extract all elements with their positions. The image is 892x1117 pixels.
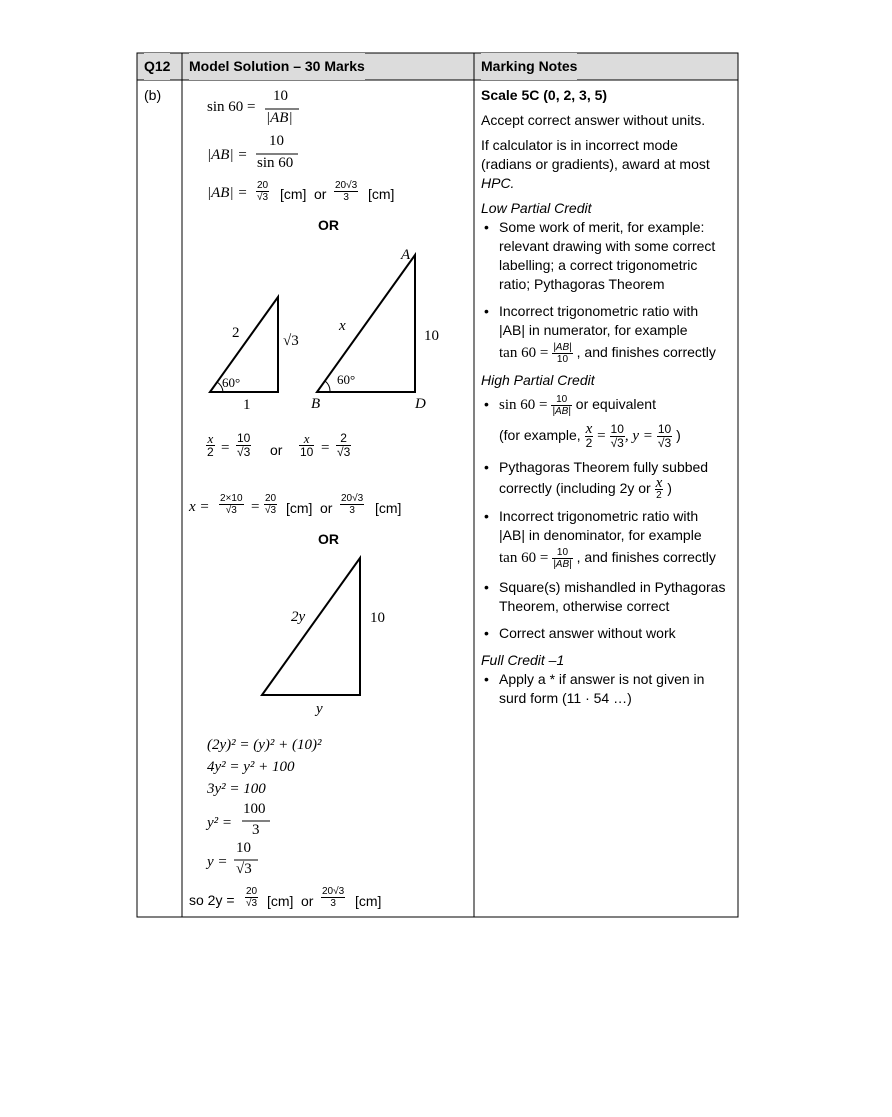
frac-den: √3 bbox=[657, 435, 672, 450]
final-frac2 bbox=[321, 886, 345, 909]
lpc-item-2-formula bbox=[499, 340, 733, 365]
frac-num: x bbox=[207, 431, 214, 446]
hpc-item-5 bbox=[481, 624, 733, 643]
hpc-item-1-example bbox=[481, 418, 733, 452]
triangle-diagram-2 bbox=[250, 550, 380, 705]
triangle-small bbox=[210, 297, 278, 392]
frac-num: 2×10 bbox=[220, 493, 243, 504]
note-calculator-3: HPC. bbox=[481, 175, 515, 191]
pyth-line-5-num: 10 bbox=[236, 840, 251, 856]
note-units: Accept correct answer without units. bbox=[481, 112, 706, 128]
final-frac1 bbox=[245, 886, 258, 909]
equals: = bbox=[597, 428, 606, 444]
tri3-hyp: 2y bbox=[291, 609, 306, 625]
note-calculator-2: (radians or gradients), award at most bbox=[481, 156, 710, 172]
formula-tail: or equivalent bbox=[575, 396, 656, 412]
formula-lead: correctly (including 2y or bbox=[499, 480, 651, 496]
or-text: or bbox=[314, 186, 327, 202]
frac-num: 2 bbox=[336, 432, 351, 446]
hpc-item-4-line: • Square(s) mishandled in Pythagoras bbox=[499, 579, 726, 595]
unit-cm: [cm] bbox=[375, 500, 402, 516]
tri2-vertex-a: A bbox=[401, 247, 411, 263]
tri2-angle: 60° bbox=[337, 372, 356, 387]
frac-den: √3 bbox=[265, 505, 277, 516]
frac-den: |AB| bbox=[552, 405, 571, 417]
final-lhs: so 2y = bbox=[189, 892, 235, 908]
ratio-frac bbox=[299, 432, 314, 459]
eq-ab-den: sin 60 bbox=[257, 155, 294, 171]
or-divider: OR bbox=[318, 531, 339, 547]
frac-den: 3 bbox=[343, 192, 349, 203]
tri2-hyp: x bbox=[339, 318, 346, 334]
lpc-item-1-line: labelling; a correct trigonometric bbox=[499, 257, 698, 273]
example-mid: , y = bbox=[624, 428, 653, 444]
lpc-item-1-line: relevant drawing with some correct bbox=[499, 238, 716, 254]
frac-num: x bbox=[585, 420, 593, 437]
note-calculator-1: If calculator is in incorrect mode bbox=[481, 137, 678, 153]
equals: = bbox=[251, 499, 260, 515]
frac-den: 3 bbox=[349, 505, 355, 516]
fc-item-1-line: • Apply a * if answer is not given in bbox=[499, 671, 705, 687]
formula-tail: , and finishes correctly bbox=[576, 549, 716, 565]
hpc-item-4-line: Theorem, otherwise correct bbox=[499, 598, 670, 614]
hpc-item-2-line: • Pythagoras Theorem fully subbed bbox=[499, 459, 709, 475]
frac-num: 20 bbox=[257, 180, 269, 191]
pyth-line-1: (2y)² = (y)² + (10)² bbox=[207, 737, 322, 753]
frac-den: 3 bbox=[330, 898, 336, 909]
lpc-item-1 bbox=[481, 218, 733, 294]
frac-den: 2 bbox=[656, 489, 662, 501]
or-text: or bbox=[301, 893, 314, 909]
frac-num: 20 bbox=[265, 493, 277, 504]
formula-tail: ) bbox=[667, 480, 672, 496]
tri1-opp: √3 bbox=[283, 333, 299, 349]
frac-num: 20 bbox=[246, 886, 258, 897]
frac-den: 10 bbox=[300, 445, 314, 459]
frac-den: |AB| bbox=[553, 558, 572, 570]
tri1-angle: 60° bbox=[222, 375, 241, 390]
tri3-adj: y bbox=[316, 701, 323, 717]
formula-lhs: tan 60 = bbox=[499, 550, 549, 566]
hpc-item-3-formula bbox=[499, 545, 733, 570]
eq-sin60-den: |AB| bbox=[266, 110, 293, 126]
or-text: or bbox=[320, 500, 333, 516]
frac-den: 10 bbox=[556, 353, 569, 365]
equals: = bbox=[221, 440, 230, 456]
or-text: or bbox=[270, 442, 283, 458]
example-close: ) bbox=[676, 427, 681, 443]
frac-num: 20√3 bbox=[335, 180, 358, 191]
tri1-hyp: 2 bbox=[232, 325, 240, 341]
equals: = bbox=[321, 440, 330, 456]
unit-cm: [cm] bbox=[355, 893, 382, 909]
lpc-item-2-line: |AB| in numerator, for example bbox=[499, 322, 688, 338]
frac-num: 10 bbox=[552, 547, 573, 559]
ratio-frac bbox=[236, 432, 251, 459]
frac-den: √3 bbox=[246, 898, 258, 909]
x-lhs: x = bbox=[189, 499, 210, 515]
lpc-item-2-line: • Incorrect trigonometric ratio with bbox=[499, 303, 699, 319]
frac-den: 2 bbox=[585, 435, 593, 450]
unit-cm: [cm] bbox=[267, 893, 294, 909]
tri2-vertex-b: B bbox=[311, 396, 321, 412]
eq-ab-num: 10 bbox=[269, 133, 284, 149]
frac-den: 2 bbox=[207, 445, 214, 459]
hpc-item-4 bbox=[481, 578, 733, 616]
formula-lhs: sin 60 = bbox=[499, 397, 548, 413]
ratio-frac bbox=[206, 432, 215, 459]
or-divider: OR bbox=[318, 217, 339, 233]
hpc-item-3-line: • Incorrect trigonometric ratio with bbox=[499, 508, 699, 524]
fc-item-1 bbox=[481, 670, 733, 708]
frac-num: 10 bbox=[610, 421, 624, 436]
pyth-line-3: 3y² = 100 bbox=[207, 781, 266, 797]
angle-arc bbox=[325, 381, 330, 392]
frac-num: 10 bbox=[657, 421, 672, 436]
tri3-opp: 10 bbox=[370, 610, 385, 626]
formula-tail: , and finishes correctly bbox=[576, 344, 716, 360]
lpc-item-1-line: ratio; Pythagoras Theorem bbox=[499, 276, 665, 292]
pyth-line-5-lhs: y = bbox=[207, 854, 228, 870]
frac-den: √3 bbox=[610, 435, 624, 450]
tri2-opp: 10 bbox=[424, 328, 439, 344]
marking-notes bbox=[481, 86, 733, 708]
tri1-adj: 1 bbox=[243, 397, 251, 413]
hpc-item-1 bbox=[481, 390, 733, 418]
x-frac1 bbox=[219, 493, 244, 516]
frac-den: √3 bbox=[237, 445, 251, 459]
frac-num: 20√3 bbox=[341, 493, 364, 504]
frac-den: √3 bbox=[337, 445, 351, 459]
lpc-item-2 bbox=[481, 302, 733, 365]
example-lead: (for example, bbox=[499, 427, 581, 443]
hpc-item-3 bbox=[481, 507, 733, 570]
pyth-line-4-den: 3 bbox=[252, 822, 260, 838]
low-partial-credit-heading: Low Partial Credit bbox=[481, 200, 592, 216]
full-credit-heading: Full Credit –1 bbox=[481, 652, 565, 668]
eq-ab-result-frac2 bbox=[334, 180, 358, 203]
header-question: Q12 bbox=[144, 53, 170, 80]
frac-num: x bbox=[299, 432, 314, 446]
frac-den: √3 bbox=[257, 192, 269, 203]
pyth-line-4-num: 100 bbox=[243, 801, 266, 817]
eq-ab-result-lhs: |AB| = bbox=[207, 185, 248, 201]
header-notes-title: Marking Notes bbox=[481, 53, 577, 80]
eq-ab-result-frac1 bbox=[256, 180, 269, 203]
pyth-line-2: 4y² = y² + 100 bbox=[207, 759, 295, 775]
hpc-item-3-line: |AB| in denominator, for example bbox=[499, 527, 702, 543]
header-solution-title: Model Solution – 30 Marks bbox=[189, 53, 365, 80]
unit-cm: [cm] bbox=[280, 186, 307, 202]
pyth-line-5-den: √3 bbox=[236, 861, 252, 877]
triangle-2y bbox=[262, 558, 360, 695]
hpc-item-2 bbox=[481, 458, 733, 501]
ratio-frac bbox=[336, 432, 351, 459]
frac-den: √3 bbox=[225, 505, 237, 516]
formula-lhs: tan 60 = bbox=[499, 345, 549, 361]
scale-heading: Scale 5C (0, 2, 3, 5) bbox=[481, 87, 608, 103]
hpc-item-2-formula bbox=[499, 474, 733, 501]
frac-num: 20√3 bbox=[322, 886, 345, 897]
pyth-line-4-lhs: y² = bbox=[207, 815, 233, 831]
tri2-vertex-d: D bbox=[415, 396, 426, 412]
eq-sin60-num: 10 bbox=[273, 88, 288, 104]
unit-cm: [cm] bbox=[286, 500, 313, 516]
fc-item-1-line: surd form (11 · 54 …) bbox=[499, 690, 632, 706]
eq-ab-lhs: |AB| = bbox=[207, 147, 248, 163]
part-label: (b) bbox=[144, 87, 162, 103]
triangle-large bbox=[317, 255, 415, 392]
frac-num: |AB| bbox=[553, 341, 572, 353]
x-frac2 bbox=[264, 493, 277, 516]
high-partial-credit-heading: High Partial Credit bbox=[481, 372, 595, 388]
frac-num: x bbox=[655, 474, 663, 491]
frac-num: 10 bbox=[551, 394, 572, 406]
unit-cm: [cm] bbox=[368, 186, 395, 202]
frac-num: 10 bbox=[237, 431, 251, 445]
lpc-item-1-line: • Some work of merit, for example: bbox=[499, 219, 705, 235]
eq-sin60-lhs: sin 60 = bbox=[207, 99, 256, 115]
x-frac3 bbox=[340, 493, 364, 516]
hpc-item-5-line: • Correct answer without work bbox=[499, 625, 676, 641]
